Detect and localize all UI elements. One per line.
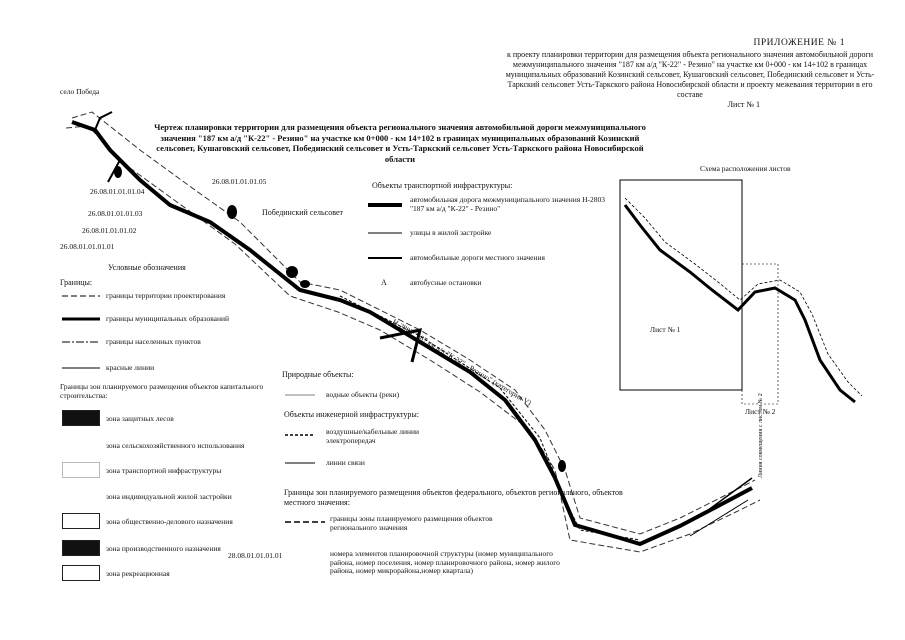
zone-swatch bbox=[62, 437, 100, 453]
zone-label: зона транспортной инфраструктуры bbox=[106, 465, 222, 475]
forest-zone bbox=[114, 166, 122, 178]
zones-title: Границы зон планируемого размещения объектов капитального строительства: bbox=[60, 382, 264, 400]
zone-swatch bbox=[62, 410, 100, 426]
inset-sheet1-frame bbox=[620, 180, 742, 390]
edge-note: Линия совмещения с листом № 2 bbox=[758, 393, 764, 478]
inset-sheet2-frame bbox=[742, 264, 778, 404]
zone-label: зона защитных лесов bbox=[106, 413, 174, 423]
zone-row bbox=[62, 462, 221, 478]
zone-swatch bbox=[62, 513, 100, 529]
legend-title: Условные обозначения bbox=[108, 263, 186, 272]
council-label: Побединский сельсовет bbox=[262, 208, 343, 217]
appendix-sheet: Лист № 1 bbox=[727, 99, 760, 109]
zone-label: зона общественно-делового назначения bbox=[106, 516, 233, 526]
zone-label: зона сельскохозяйственного использования bbox=[106, 440, 245, 450]
inset-title: Схема расположения листов bbox=[700, 164, 791, 173]
inset-road bbox=[625, 205, 855, 402]
zone-label: зона индивидуальной жилой застройки bbox=[106, 491, 232, 501]
zone-row bbox=[62, 565, 170, 581]
appendix-text: к проекту планировки территории для размещения объекта регионального значения автомобильной дороги межмуниципального значения "187 км а/д "К-22" - Резино" на участке км 0+000 - км 14+102 в границах муниципальных образований Козинский сельсовет, Кушаговский сельсовет, Побединский сельсовет и Усть-Таркский сельсовет Усть-Таркского района Новосибирской области и проекту межевания территории в его составе bbox=[505, 49, 875, 99]
transport-item-4: автобусные остановки bbox=[410, 278, 482, 287]
zone-row bbox=[62, 410, 174, 426]
zone-row bbox=[62, 437, 244, 453]
zone-row bbox=[62, 488, 232, 504]
village-label: село Победа bbox=[60, 87, 100, 96]
zone-label: зона производственного назначения bbox=[106, 543, 221, 553]
zone-label: зона рекреационная bbox=[106, 568, 170, 578]
transport-title: Объекты транспортной инфраструктуры: bbox=[372, 181, 513, 190]
zone-swatch bbox=[62, 565, 100, 581]
road-label: Н-2803 "187 км а/д "К-22" - Резино" (категория V) bbox=[390, 317, 533, 408]
code-example: 28.08.01.01.01.01 bbox=[228, 551, 283, 560]
engineering-item-1: воздушные/кабельные линии электропередач bbox=[326, 427, 419, 445]
appendix-title: ПРИЛОЖЕНИЕ № 1 bbox=[753, 38, 845, 48]
nature-title: Природные объекты: bbox=[282, 370, 354, 379]
main-title: Чертеж планировки территории для размещения объекта регионального значения автомобильной дороги межмуниципального значения "187 км а/д "К-22" - Резино" на участке км 0+000 - км 14+102 в границах муниципальных образований Козинский сельсовет, Кушаговский сельсовет, Побединский сельсовет и Усть-Таркский сельсовет Усть-Таркского района Новосибирской области bbox=[154, 122, 646, 164]
code-label-02: 26.08.01.01.01.02 bbox=[82, 226, 137, 235]
inset-sheet2-label: Лист № 2 bbox=[745, 407, 776, 416]
local-road bbox=[700, 478, 752, 516]
forest-zone bbox=[300, 280, 310, 288]
code-label-05: 26.08.01.01.01.05 bbox=[212, 177, 267, 186]
nature-item: водные объекты (реки) bbox=[326, 390, 400, 399]
inset-sheet1-label: Лист № 1 bbox=[650, 325, 681, 334]
borders-title: Границы: bbox=[60, 278, 93, 287]
appendix-header bbox=[500, 38, 880, 110]
code-description: номера элементов планировочной структуры (номер муниципального района, номер поселения, номер планировочного района, номер жилого района, номер микрорайона,номер квартала) bbox=[330, 549, 560, 576]
legend-border-1: границы территории проектирования bbox=[106, 291, 226, 300]
fed-zones-item: границы зоны планируемого размещения объектов регионального значения bbox=[330, 514, 493, 532]
transport-item-1: автомобильная дорога межмуниципального значения Н-2803 "187 км а/д "К-22" - Резино" bbox=[410, 195, 605, 213]
zone-swatch bbox=[62, 462, 100, 478]
engineering-title: Объекты инженерной инфраструктуры: bbox=[284, 410, 420, 419]
engineering-item-2: линии связи bbox=[326, 458, 365, 467]
transport-item-3: автомобильные дороги местного значения bbox=[410, 253, 545, 262]
bus-stop-icon: A bbox=[381, 278, 387, 287]
code-label-01: 26.08.01.01.01.01 bbox=[60, 242, 115, 251]
legend-border-4: красные линии bbox=[106, 363, 155, 372]
transport-item-2: улицы в жилой застройке bbox=[410, 228, 492, 237]
fed-zones-title: Границы зон планируемого размещения объектов федерального, объектов регионального, объектов местного значения: bbox=[284, 488, 623, 507]
code-label-03: 26.08.01.01.01.03 bbox=[88, 209, 143, 218]
zone-swatch bbox=[62, 488, 100, 504]
zone-swatch bbox=[62, 540, 100, 556]
forest-zone bbox=[286, 266, 298, 278]
zone-row bbox=[62, 540, 221, 556]
forest-zone bbox=[558, 460, 566, 472]
legend-border-2: границы муниципальных образований bbox=[106, 314, 230, 323]
forest-zone bbox=[227, 205, 237, 219]
legend-border-3: границы населенных пунктов bbox=[106, 337, 201, 346]
code-label-04: 26.08.01.01.01.04 bbox=[90, 187, 145, 196]
inset-road-corridor bbox=[625, 198, 862, 396]
local-road bbox=[95, 112, 112, 130]
zone-row bbox=[62, 513, 233, 529]
